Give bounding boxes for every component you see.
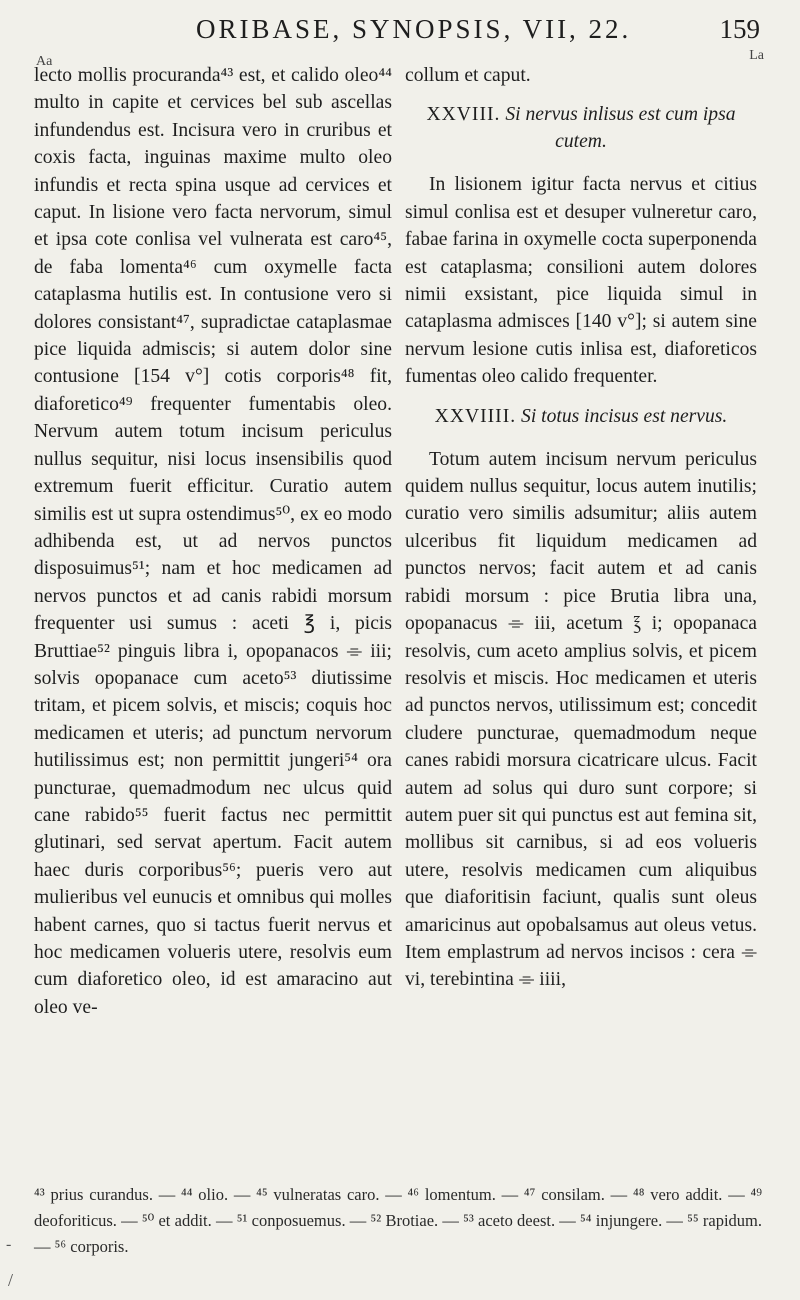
right-column-opening: collum et caput.: [405, 65, 531, 86]
chapter-title: Si totus incisus est nervus.: [521, 405, 728, 427]
left-column-text: lecto mollis procuranda⁴³ est, et calido oleo⁴⁴ multo in capite et cervices bel sub ascellas infundendus est. Incisura vero in cruribus et coxis facta, inguinas maxime multo oleo infundis et recta spina usque ad cervices et caput. In lisione vero facta nervorum, simul et ipsa cote conlisa vel vulnerata est caro⁴⁵, de faba lomenta⁴⁶ cum oxymelle facta cataplasma hutilis est. In contusione vero si dolores consistant⁴⁷, supradictae cataplasmae pice liquida admiscis; si autem dolor sine contusione [154 v°] cotis corporis⁴⁸ fit, diaforetico⁴⁹ frequenter fumentabis oleo. Nervum autem totum incisum periculus nullus sequitur, nisi locus insensibilis quod extremum fuerit efficitur. Curatio autem similis est ut supra ostendimus⁵⁰, ex eo modo adhibenda est, ut ad nervos punctos disposuimus⁵¹; nam et hoc medicamen ad nervos punctos et ad canis rabidi morsum frequenter usi sumus : aceti ℥ i, picis Bruttiae⁵² pinguis libra i, opopanacos ⌯ iii; solvis opopanace cum aceto⁵³ diutissime tritam, et picem solvis, et miscis; coquis hoc medicamen et uteris; ad punctum nervorum hutilissimus est; non permittit jungeri⁵⁴ ora puncturae, quemadmodum nec ulcus quid cane rabido⁵⁵ fuerit factus nec permittit glutinari, sed servat apertum. Facit autem haec duris corporibus⁵⁶; pueris vero aut mulieribus vel eunucis et omnibus qui molles habent carnes, quo si tactus fuerit nervus et hoc medicamen volueris utere, resolvis eum cum diaforetico oleo, id est amaracino aut oleo ve-: [34, 65, 392, 1018]
page-number: 159: [719, 14, 760, 44]
chapter-heading-29: [405, 403, 757, 430]
manuscript-siglum-right: La: [749, 48, 764, 63]
page-header: [0, 14, 800, 54]
margin-mark: -: [6, 1236, 12, 1253]
chapter-number: XXVIIII.: [434, 405, 517, 427]
footnote-text: ⁴³ prius curandus. — ⁴⁴ olio. — ⁴⁵ vulneratas caro. — ⁴⁶ lomentum. — ⁴⁷ consilam. — ⁴⁸ vero addit. — ⁴⁹ deoforiticus. — ⁵⁰ et addit. — ⁵¹ conposuemus. — ⁵² Brotiae. — ⁵³ aceto deest. — ⁵⁴ injungere. — ⁵⁵ rapidum. — ⁵⁶ corporis.: [34, 1185, 762, 1256]
chapter-text: In lisionem igitur facta nervus et citius simul conlisa est et desuper vulneretur caro, fabae farina in oxymelle cocta superponenda est cataplasma; consilioni autem dolores nimii exsistant, pice liquida simul in cataplasma admisces [140 v°]; si autem sine nervum lesione cutis inlisa est, diaforeticos fumentas oleo calido frequenter.: [405, 174, 757, 388]
manuscript-siglum-left: Aa: [36, 54, 53, 69]
running-title: ORIBASE, SYNOPSIS, VII, 22.: [196, 14, 632, 44]
chapter-number: XXVIII.: [426, 104, 501, 126]
margin-mark: /: [8, 1270, 14, 1290]
chapter-title: Si nervus inlisus est cum ipsa cutem.: [505, 104, 736, 153]
left-column: [34, 62, 392, 1021]
chapter-heading-28: [405, 101, 757, 155]
footnotes: [34, 1182, 762, 1260]
right-column: [405, 62, 757, 994]
chapter-text: Totum autem incisum nervum periculus quidem nullus sequitur, locus autem inutilis; curatio vero similis adsumitur; aliis autem ulceribus fit liquidum medicamen ad punctos nervos; facit autem et ad canis rabidi morsum : pice Brutia libra una, opopanacus ⌯ iii, acetum ℥ i; opopanaca resolvis, cum aceto amplius solvis, et picem resolvis et miscis. Hoc medicamen et uteris ad punctos nervos, utilissimum est; concedit cludere puncturae, quemadmodum neque canes rabidi morsura cicatricare ulcus. Facit autem ad solus qui duro sunt corpore; si autem puer sit qui punctus est aut femina sit, mollibus sit carnibus, si ad eos volueris utere, resolvis medicamen cum aliquibus que diaforitisin faciunt, qualis sunt oleus amaricinus aut opobalsamus aut oleus vetus. Item emplastrum ad nervos incisos : cera ⌯ vi, terebintina ⌯ iiii,: [405, 448, 757, 991]
